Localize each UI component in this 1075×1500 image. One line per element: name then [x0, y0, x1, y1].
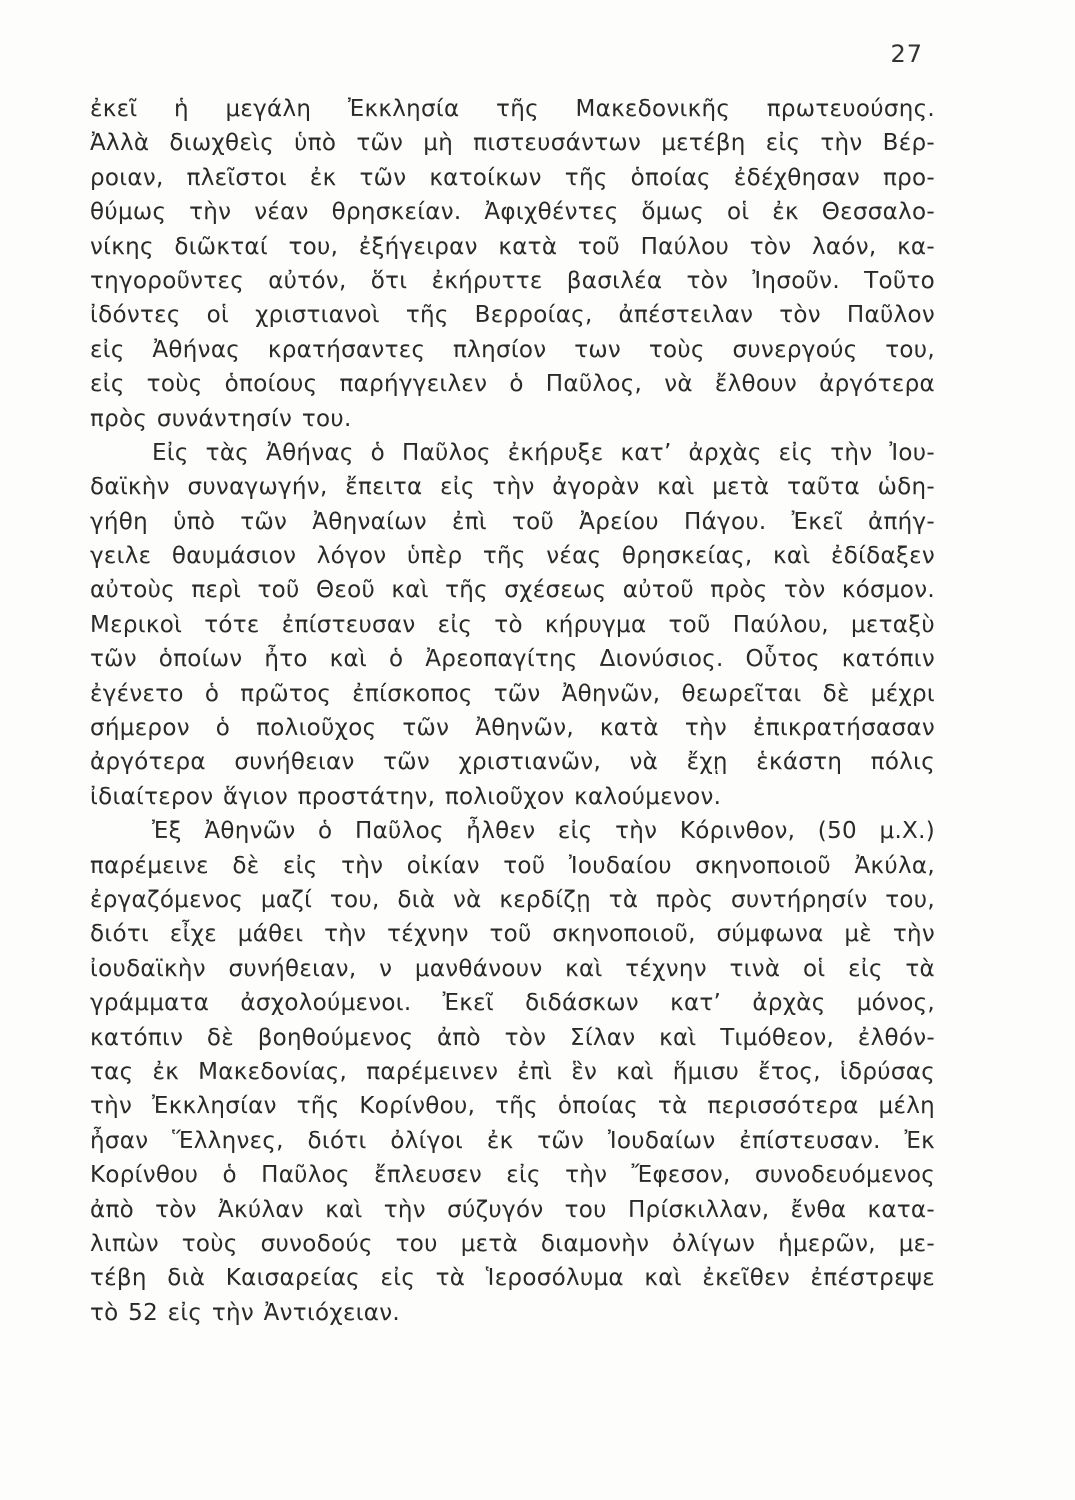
text-line: θύμως τὴν νέαν θρησκείαν. Ἀφιχθέντες ὅμως οἱ ἐκ Θεσσαλο-	[90, 199, 935, 226]
text-line: ἐκεῖ ἡ μεγάλη Ἐκκλησία τῆς Μακεδονικῆς πρωτευούσης.	[90, 96, 935, 122]
text-line: τὴν Ἐκκλησίαν τῆς Κορίνθου, τῆς ὁποίας τὰ περισσότερα μέλη	[90, 1093, 935, 1120]
text-line: σήμερον ὁ πολιοῦχος τῶν Ἀθηνῶν, κατὰ τὴν ἐπικρατήσασαν	[90, 715, 935, 742]
text-line: τῶν ὁποίων ἦτο καὶ ὁ Ἀρεοπαγίτης Διονύσιος. Οὗτος κατόπιν	[90, 646, 935, 673]
text-line: Μερικοὶ τότε ἐπίστευσαν εἰς τὸ κήρυγμα τοῦ Παύλου, μεταξὺ	[90, 611, 935, 638]
text-line: τηγοροῦντες αὐτόν, ὅτι ἐκήρυττε βασιλέα τὸν Ἰησοῦν. Τοῦτο	[90, 267, 935, 294]
text-line: τας ἐκ Μακεδονίας, παρέμεινεν ἐπὶ ἓν καὶ ἥμισυ ἔτος, ἱδρύσας	[90, 1058, 935, 1085]
text-line: λιπὼν τοὺς συνοδούς του μετὰ διαμονὴν ὀλίγων ἡμερῶν, με-	[90, 1230, 935, 1257]
body-text	[90, 92, 935, 1330]
text-line: τέβη διὰ Καισαρείας εἰς τὰ Ἱεροσόλυμα καὶ ἐκεῖθεν ἐπέστρεψε	[90, 1265, 935, 1292]
text-line: κατόπιν δὲ βοηθούμενος ἀπὸ τὸν Σίλαν καὶ Τιμόθεον, ἐλθόν-	[90, 1024, 935, 1051]
text-line: ροιαν, πλεῖστοι ἐκ τῶν κατοίκων τῆς ὁποίας ἐδέχθησαν προ-	[90, 164, 935, 191]
text-line: γράμματα ἀσχολούμενοι. Ἐκεῖ διδάσκων κατ’ ἀρχὰς μόνος,	[90, 990, 935, 1017]
text-line: δαϊκὴν συναγωγήν, ἔπειτα εἰς τὴν ἀγορὰν καὶ μετὰ ταῦτα ὡδη-	[90, 474, 935, 501]
text-line: εἰς Ἀθήνας κρατήσαντες πλησίον των τοὺς συνεργούς του,	[90, 336, 935, 363]
text-line: νίκης διῶκταί του, ἐξήγειραν κατὰ τοῦ Παύλου τὸν λαόν, κα-	[90, 233, 935, 260]
text-line: Εἰς τὰς Ἀθήνας ὁ Παῦλος ἐκήρυξε κατ’ ἀρχὰς εἰς τὴν Ἰου-	[152, 439, 935, 466]
text-line: Ἀλλὰ διωχθεὶς ὑπὸ τῶν μὴ πιστευσάντων μετέβη εἰς τὴν Βέρ-	[90, 130, 935, 157]
text-line: ἰουδαϊκὴν συνήθειαν, ν μανθάνουν καὶ τέχνην τινὰ οἱ εἰς τὰ	[90, 955, 935, 982]
text-line: διότι εἶχε μάθει τὴν τέχνην τοῦ σκηνοποιοῦ, σύμφωνα μὲ τὴν	[90, 921, 935, 948]
text-line: ἰδιαίτερον ἅγιον προστάτην, πολιοῦχον καλούμενον.	[90, 783, 722, 810]
text-line: πρὸς συνάντησίν του.	[90, 405, 352, 432]
text-line: ἰδόντες οἱ χριστιανοὶ τῆς Βερροίας, ἀπέστειλαν τὸν Παῦλον	[90, 302, 935, 329]
page-number: 27	[890, 40, 923, 68]
text-line: Κορίνθου ὁ Παῦλος ἔπλευσεν εἰς τὴν Ἔφεσον, συνοδευόμενος	[90, 1162, 935, 1189]
text-line: ἦσαν Ἕλληνες, διότι ὀλίγοι ἐκ τῶν Ἰουδαίων ἐπίστευσαν. Ἐκ	[90, 1127, 935, 1154]
text-line: ἀπὸ τὸν Ἀκύλαν καὶ τὴν σύζυγόν του Πρίσκιλλαν, ἔνθα κατα-	[90, 1196, 935, 1223]
text-line: εἰς τοὺς ὁποίους παρήγγειλεν ὁ Παῦλος, νὰ ἔλθουν ἀργότερα	[90, 371, 935, 398]
text-line: ἀργότερα συνήθειαν τῶν χριστιανῶν, νὰ ἔχῃ ἑκάστη πόλις	[90, 749, 935, 776]
text-line: τὸ 52 εἰς τὴν Ἀντιόχειαν.	[90, 1299, 401, 1326]
text-line: ἐργαζόμενος μαζί του, διὰ νὰ κερδίζῃ τὰ πρὸς συντήρησίν του,	[90, 886, 935, 913]
text-line: αὐτοὺς περὶ τοῦ Θεοῦ καὶ τῆς σχέσεως αὐτοῦ πρὸς τὸν κόσμον.	[90, 577, 935, 604]
text-line: παρέμεινε δὲ εἰς τὴν οἰκίαν τοῦ Ἰουδαίου σκηνοποιοῦ Ἀκύλα,	[90, 852, 935, 879]
text-line: Ἐξ Ἀθηνῶν ὁ Παῦλος ἦλθεν εἰς τὴν Κόρινθον, (50 μ.Χ.)	[152, 818, 935, 845]
text-line: ἐγένετο ὁ πρῶτος ἐπίσκοπος τῶν Ἀθηνῶν, θεωρεῖται δὲ μέχρι	[90, 680, 935, 707]
text-line: γήθη ὑπὸ τῶν Ἀθηναίων ἐπὶ τοῦ Ἀρείου Πάγου. Ἐκεῖ ἀπήγ-	[90, 508, 935, 535]
text-line: γειλε θαυμάσιον λόγον ὑπὲρ τῆς νέας θρησκείας, καὶ ἐδίδαξεν	[90, 543, 935, 570]
